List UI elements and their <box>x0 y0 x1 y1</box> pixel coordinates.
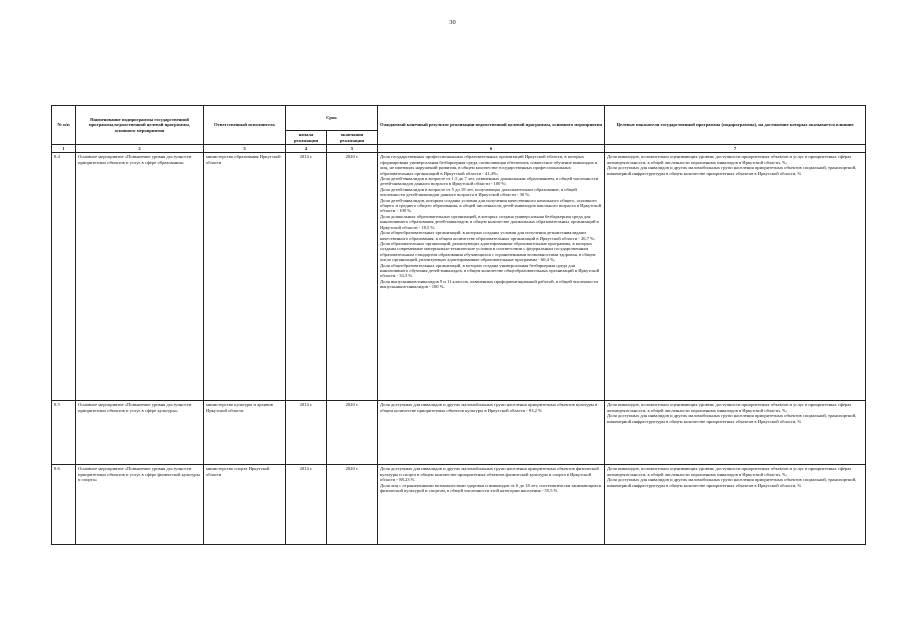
column-number: 3 <box>204 145 286 153</box>
header-num: № п/п <box>52 106 76 145</box>
indicator-item: Доля доступных для инвалидов и других маломобильных групп населения приоритетных объектов социальной, транспортной, инженерной инфраструктуры в общем количестве приоритетных объектов в Иркутской области, % <box>607 477 857 488</box>
row-result <box>378 401 605 465</box>
result-item: Доля доступных для инвалидов и других маломобильных групп населения приоритетных объектов физической культуры и спорта в общем количестве приоритетных объектов физической культуры и спорта в Иркутской области - 88,23 % <box>380 466 599 483</box>
column-number: 2 <box>76 145 204 153</box>
result-item: Доля детей-инвалидов в возрасте от 1,5 до 7 лет, охваченных дошкольным образованием, в общей численности детей-инвалидов данного возраста в Иркутской области - 100 %; <box>380 176 599 187</box>
row-name: Основное мероприятие «Повышение уровня доступности приоритетных объектов и услуг в сфере культуры» <box>76 401 204 465</box>
column-number: 5 <box>327 145 378 153</box>
row-number: 8.6 <box>52 465 76 545</box>
row-executor: министерство образования Иркутской области <box>204 153 286 401</box>
row-result <box>378 465 605 545</box>
table-row <box>52 401 866 465</box>
result-item: Доля доступных для инвалидов и других маломобильных групп населения приоритетных объектов культуры в общем количестве приоритетных объектов культуры в Иркутской области - 93,2 % <box>380 402 598 413</box>
row-end: 2020 г. <box>327 401 378 465</box>
table-row <box>52 153 866 401</box>
row-end: 2020 г. <box>327 153 378 401</box>
header-result: Ожидаемый конечный результат реализации ведомственной целевой программы, основного мероприятия <box>378 106 605 145</box>
indicator-item: Доля инвалидов, положительно оценивающих уровень доступности приоритетных объектов и услуг в приоритетных сферах жизнедеятельности, в общей численности опрошенных инвалидов в Иркутской области, %; <box>607 154 852 165</box>
header-start: начала реализации <box>286 131 327 145</box>
column-number: 4 <box>286 145 327 153</box>
result-item: Доля выпускников-инвалидов 9 и 11 классов, охваченных профориентационной работой, в общей численности выпускников-инвалидов - 100 %. <box>380 278 598 290</box>
row-executor: министерство спорта Иркутской области <box>204 465 286 545</box>
row-indicators <box>605 465 866 545</box>
result-item: Доля общеобразовательных организаций, в которых создана универсальная безбарьерная среда для инклюзивного обучения детей-инвалидов, в общем количестве общеобразовательных организаций в Иркутской области - 33,5 %. <box>380 262 600 279</box>
result-item: Доля лиц с ограниченными возможностями здоровья и инвалидов от 6 до 18 лет, систематически занимающихся физической культурой и спортом, в общей численности этой категории населения - 55,5 % <box>380 482 601 494</box>
column-number: 6 <box>378 145 605 153</box>
row-name: Основное мероприятие «Повышение уровня доступности приоритетных объектов и услуг в сфере образования» <box>76 153 204 401</box>
indicator-item: Доля доступных для инвалидов и других маломобильных групп населения приоритетных объектов социальной, транспортной, инженерной инфраструктуры в общем количестве приоритетных объектов в Иркутской области, % <box>607 165 857 176</box>
table-row <box>52 465 866 545</box>
row-start: 2014 г. <box>286 401 327 465</box>
row-indicators <box>605 401 866 465</box>
result-item: Доля дошкольных образовательных организаций, в которых создана универсальная безбарьерная среда для инклюзивного образования детей-инвалидов, в общем количестве дошкольных образовательных организаций в Иркутской области - 18,5 %. <box>380 213 599 230</box>
row-start: 2014 г. <box>286 153 327 401</box>
result-item: Доля детей-инвалидов, которым созданы условия для получения качественного начального общего, основного общего и среднего общего образования, в общей численности детей-инвалидов школьного возраста в Иркутской области - 100 %. <box>380 197 602 214</box>
header-indicators: Целевые показатели государственной программы (подпрограммы), на достижение которых оказывается влияние <box>605 106 866 145</box>
column-number: 1 <box>52 145 76 153</box>
row-number: 8.5 <box>52 401 76 465</box>
header-end: окончания реализации <box>327 131 378 145</box>
row-end: 2020 г. <box>327 465 378 545</box>
row-indicators <box>605 153 866 401</box>
row-name: Основное мероприятие «Повышение уровня доступности приоритетных объектов и услуг в сфере физической культуры и спорта» <box>76 465 204 545</box>
indicator-item: Доля инвалидов, положительно оценивающих уровень доступности приоритетных объектов и услуг в приоритетных сферах жизнедеятельности, в общей численности опрошенных инвалидов в Иркутской области, %; <box>607 402 852 413</box>
result-item: Доля общеобразовательных организаций, в которых созданы условия для получения детьми-инвалидами качественного образования, в общем количестве образовательных организаций в Иркутской области - 26,7 %; <box>380 230 596 241</box>
column-number: 7 <box>605 145 866 153</box>
row-number: 8.4 <box>52 153 76 401</box>
result-item: Доля образовательных организаций, реализующих адаптированные образовательные программы, в которых созданы современные материально-технические условия в соответствии с федеральным государственным образовательным стандартом образования обучающихся с ограниченными возможностями здоровья, в общем числе организаций, реализующих адаптированные образовательные программы - 60,4 %; <box>380 240 596 263</box>
header-name: Наименование подпрограммы государственной программы,ведомственной целевой программы, основного мероприятия <box>76 106 204 145</box>
program-table <box>51 105 866 545</box>
header-row <box>52 106 866 131</box>
indicator-item: Доля инвалидов, положительно оценивающих уровень доступности приоритетных объектов и услуг в приоритетных сферах жизнедеятельности, в общей численности опрошенных инвалидов в Иркутской области, %; <box>607 466 852 477</box>
page-number: 30 <box>449 19 456 26</box>
row-executor: министерство культуры и архивов Иркутской области <box>204 401 286 465</box>
row-start: 2014 г. <box>286 465 327 545</box>
indicator-item: Доля доступных для инвалидов и других маломобильных групп населения приоритетных объектов социальной, транспортной, инженерной инфраструктуры в общем количестве приоритетных объектов в Иркутской области, % <box>607 413 857 424</box>
column-numbers-row <box>52 145 866 153</box>
row-result <box>378 153 605 401</box>
header-executor: Ответственный исполнитель <box>204 106 286 145</box>
result-item: Доля детей-инвалидов в возрасте от 5 до 18 лет, получающих дополнительное образование, в общей численности детей-инвалидов данного возраста в Иркутской области - 30 %. <box>380 186 577 198</box>
header-period: Срок <box>286 106 378 131</box>
result-item: Доля государственных профессиональных образовательных организаций Иркутской области, в которых сформирована универсальная безбарьерная среда, позволяющая обеспечить совместное обучение инвалидов и лиц, не имеющих нарушений развития, в общем количестве государственных профессиональных образовательных организаций в Иркутской области - 41,4%; <box>380 154 598 176</box>
